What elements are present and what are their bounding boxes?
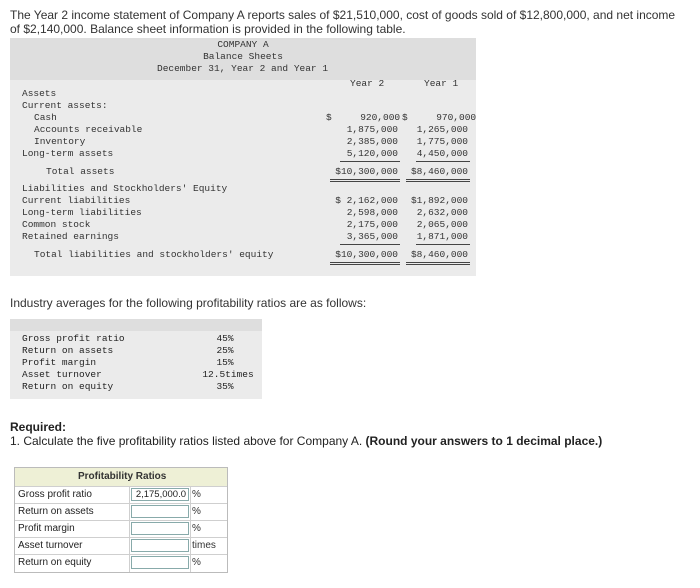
subtotal-rule-2-y2 [340, 244, 400, 245]
cash-y2: $ 920,000 [326, 112, 401, 123]
total-rule-y2 [330, 179, 400, 182]
cs-y2: 2,175,000 [346, 219, 398, 230]
gross-profit-ratio-input[interactable]: 2,175,000.0 [131, 488, 189, 501]
subtotal-rule-2-y1 [416, 244, 470, 245]
table-row-gross-profit [15, 486, 227, 503]
table-row-profit-margin [15, 520, 227, 537]
avg-value-roa: 25% [216, 345, 234, 356]
table-row-roa [15, 503, 227, 520]
cs-y1: 2,065,000 [416, 219, 468, 230]
label-total-assets: Total assets [46, 166, 115, 177]
total-rule-y1 [406, 179, 470, 182]
avg-label-gross-profit: Gross profit ratio [22, 333, 125, 344]
total-rule-2-y2 [330, 262, 400, 265]
label-cash: Cash [34, 112, 57, 123]
intro-line-2: of $2,140,000. Balance sheet information is provided in the following table. [10, 22, 406, 36]
col-year2: Year 2 [350, 78, 385, 89]
unit-label: % [192, 557, 201, 568]
label-assets: Assets [22, 88, 57, 99]
label-common-stock: Common stock [22, 219, 91, 230]
profit-margin-input[interactable] [131, 522, 189, 535]
unit-label: % [192, 506, 201, 517]
total-le-y2: $10,300,000 [335, 249, 398, 260]
industry-averages-text: Industry averages for the following profitability ratios are as follows: [10, 296, 367, 310]
total-le-y1: $8,460,000 [410, 249, 468, 260]
label-long-term-liabilities: Long-term liabilities [22, 207, 142, 218]
intro-line-1: The Year 2 income statement of Company A reports sales of $21,510,000, cost of goods sold of $12,800,000, and net income [10, 8, 676, 22]
avg-value-profit-margin: 15% [216, 357, 234, 368]
avg-label-profit-margin: Profit margin [22, 357, 97, 368]
label-retained-earnings: Retained earnings [22, 231, 119, 242]
ar-y1: 1,265,000 [416, 124, 468, 135]
row-label: Return on assets [18, 506, 94, 517]
balance-sheet [10, 38, 476, 276]
cl-y1: $1,892,000 [410, 195, 468, 206]
unit-label: % [192, 489, 201, 500]
profitability-ratios-table [14, 467, 228, 573]
label-liabilities-equity: Liabilities and Stockholders' Equity [22, 183, 228, 194]
problem-intro [10, 8, 695, 36]
label-current-liabilities: Current liabilities [22, 195, 131, 206]
cl-y2: $ 2,162,000 [335, 195, 398, 206]
avg-label-roa: Return on assets [22, 345, 114, 356]
ltl-y2: 2,598,000 [346, 207, 398, 218]
lta-y1: 4,450,000 [416, 148, 468, 159]
avg-value-asset-turnover: 12.5times [202, 369, 254, 380]
profitability-table-header [15, 468, 227, 486]
inventory-y2: 2,385,000 [346, 136, 398, 147]
label-accounts-receivable: Accounts receivable [34, 124, 143, 135]
row-label: Gross profit ratio [18, 489, 92, 500]
required-section [10, 420, 602, 448]
ltl-y1: 2,632,000 [416, 207, 468, 218]
total-assets-y1: $8,460,000 [410, 166, 468, 177]
industry-averages-band [10, 319, 262, 331]
statement-title: Balance Sheets [203, 51, 283, 62]
lta-y2: 5,120,000 [346, 148, 398, 159]
label-long-term-assets: Long-term assets [22, 148, 114, 159]
return-on-equity-input[interactable] [131, 556, 189, 569]
avg-value-roe: 35% [216, 381, 234, 392]
re-y2: 3,365,000 [346, 231, 398, 242]
ar-y2: 1,875,000 [346, 124, 398, 135]
avg-value-gross-profit: 45% [216, 333, 234, 344]
total-assets-y2: $10,300,000 [335, 166, 398, 177]
rounding-instruction: (Round your answers to 1 decimal place.) [365, 434, 603, 448]
row-label: Return on equity [18, 557, 92, 568]
unit-label: times [192, 540, 216, 551]
return-on-assets-input[interactable] [131, 505, 189, 518]
statement-date: December 31, Year 2 and Year 1 [157, 63, 329, 74]
row-label: Asset turnover [18, 540, 83, 551]
subtotal-rule-y1 [416, 161, 470, 162]
asset-turnover-input[interactable] [131, 539, 189, 552]
total-rule-2-y1 [406, 262, 470, 265]
re-y1: 1,871,000 [416, 231, 468, 242]
inventory-y1: 1,775,000 [416, 136, 468, 147]
table-row-roe [15, 554, 227, 571]
company-name: COMPANY A [217, 39, 269, 50]
row-label: Profit margin [18, 523, 75, 534]
cash-y1: $ 970,000 [402, 112, 477, 123]
avg-label-asset-turnover: Asset turnover [22, 369, 102, 380]
label-total-liabilities-equity: Total liabilities and stockholders' equity [34, 249, 274, 260]
avg-label-roe: Return on equity [22, 381, 114, 392]
subtotal-rule-y2 [340, 161, 400, 162]
question-text: 1. Calculate the five profitability ratios listed above for Company A. [10, 434, 366, 448]
industry-averages-table [10, 319, 262, 399]
label-inventory: Inventory [34, 136, 86, 147]
profitability-table-title: Profitability Ratios [78, 471, 167, 482]
unit-label: % [192, 523, 201, 534]
required-question [10, 434, 602, 448]
label-current-assets: Current assets: [22, 100, 108, 111]
table-row-asset-turnover [15, 537, 227, 554]
col-year1: Year 1 [424, 78, 459, 89]
required-heading: Required: [10, 420, 67, 434]
